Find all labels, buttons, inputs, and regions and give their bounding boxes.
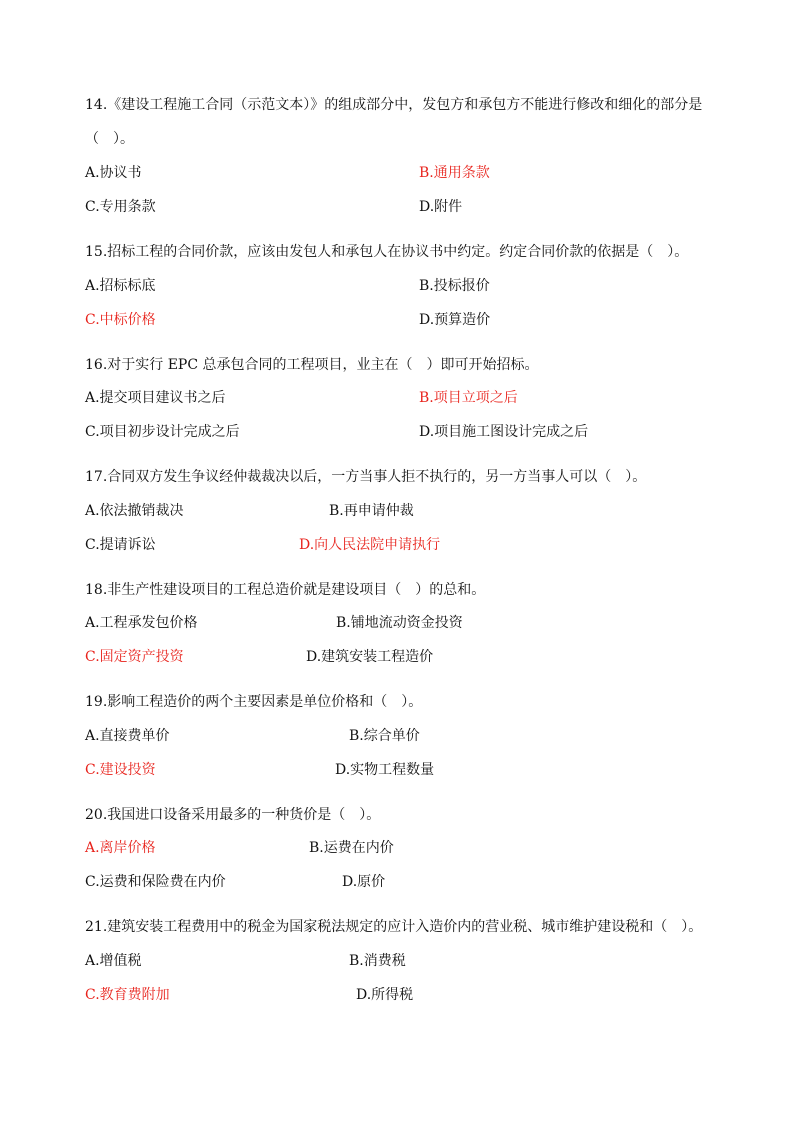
question-16-stem: 16.对于实行 EPC 总承包合同的工程项目，业主在（ ）即可开始招标。 xyxy=(85,357,539,373)
question-15-option-b: B.投标报价 xyxy=(419,278,490,294)
question-19-option-c: C.建设投资 xyxy=(85,762,156,778)
question-19-option-b: B.综合单价 xyxy=(349,728,420,744)
question-15-option-d: D.预算造价 xyxy=(419,312,491,328)
question-18-option-c: C.固定资产投资 xyxy=(85,649,184,665)
question-17-option-d: D.向人民法院申请执行 xyxy=(299,537,441,553)
question-14-option-b: B.通用条款 xyxy=(419,165,490,181)
question-15-option-c: C.中标价格 xyxy=(85,312,156,328)
question-14-option-c: C.专用条款 xyxy=(85,199,156,215)
question-21-option-b: B.消费税 xyxy=(349,953,406,969)
question-21-stem: 21.建筑安装工程费用中的税金为国家税法规定的应计入造价内的营业税、城市维护建设税和（ ）。 xyxy=(85,919,703,935)
question-17-stem: 17.合同双方发生争议经仲裁裁决以后，一方当事人拒不执行的，另一方当事人可以（ ）。 xyxy=(85,469,647,485)
question-18-option-d: D.建筑安装工程造价 xyxy=(306,649,434,665)
question-15-stem: 15.招标工程的合同价款，应该由发包人和承包人在协议书中约定。约定合同价款的依据是（ ）。 xyxy=(85,244,689,260)
question-18-stem: 18.非生产性建设项目的工程总造价就是建设项目（ ）的总和。 xyxy=(85,582,486,598)
question-20-option-d: D.原价 xyxy=(342,874,386,890)
question-15-option-a: A.招标标底 xyxy=(85,278,156,294)
question-18-option-b: B.铺地流动资金投资 xyxy=(336,615,463,631)
question-16-option-b: B.项目立项之后 xyxy=(419,390,518,406)
question-18-option-a: A.工程承发包价格 xyxy=(85,615,198,631)
question-21-option-a: A.增值税 xyxy=(85,953,142,969)
question-16-option-c: C.项目初步设计完成之后 xyxy=(85,424,240,440)
question-17-option-c: C.提请诉讼 xyxy=(85,537,156,553)
question-16-option-a: A.提交项目建议书之后 xyxy=(85,390,226,406)
question-14-option-a: A.协议书 xyxy=(85,165,142,181)
question-21-option-c: C.教育费附加 xyxy=(85,987,170,1003)
question-20-option-a: A.离岸价格 xyxy=(85,840,156,856)
question-14-stem-line-1: 14.《建设工程施工合同（示范文本）》的组成部分中，发包方和承包方不能进行修改和细化的部分是 xyxy=(85,97,703,113)
question-20-option-c: C.运费和保险费在内价 xyxy=(85,874,226,890)
question-20-stem: 20.我国进口设备采用最多的一种货价是（ ）。 xyxy=(85,807,381,823)
question-16-option-d: D.项目施工图设计完成之后 xyxy=(419,424,589,440)
question-14-option-d: D.附件 xyxy=(419,199,463,215)
question-19-stem: 19.影响工程造价的两个主要因素是单位价格和（ ）。 xyxy=(85,694,423,710)
question-19-option-a: A.直接费单价 xyxy=(85,728,170,744)
question-17-option-b: B.再申请仲裁 xyxy=(329,503,414,519)
question-19-option-d: D.实物工程数量 xyxy=(335,762,435,778)
question-21-option-d: D.所得税 xyxy=(356,987,414,1003)
question-14-stem-line-2: （ ）。 xyxy=(85,131,134,147)
question-20-option-b: B.运费在内价 xyxy=(309,840,394,856)
question-17-option-a: A.依法撤销裁决 xyxy=(85,503,184,519)
